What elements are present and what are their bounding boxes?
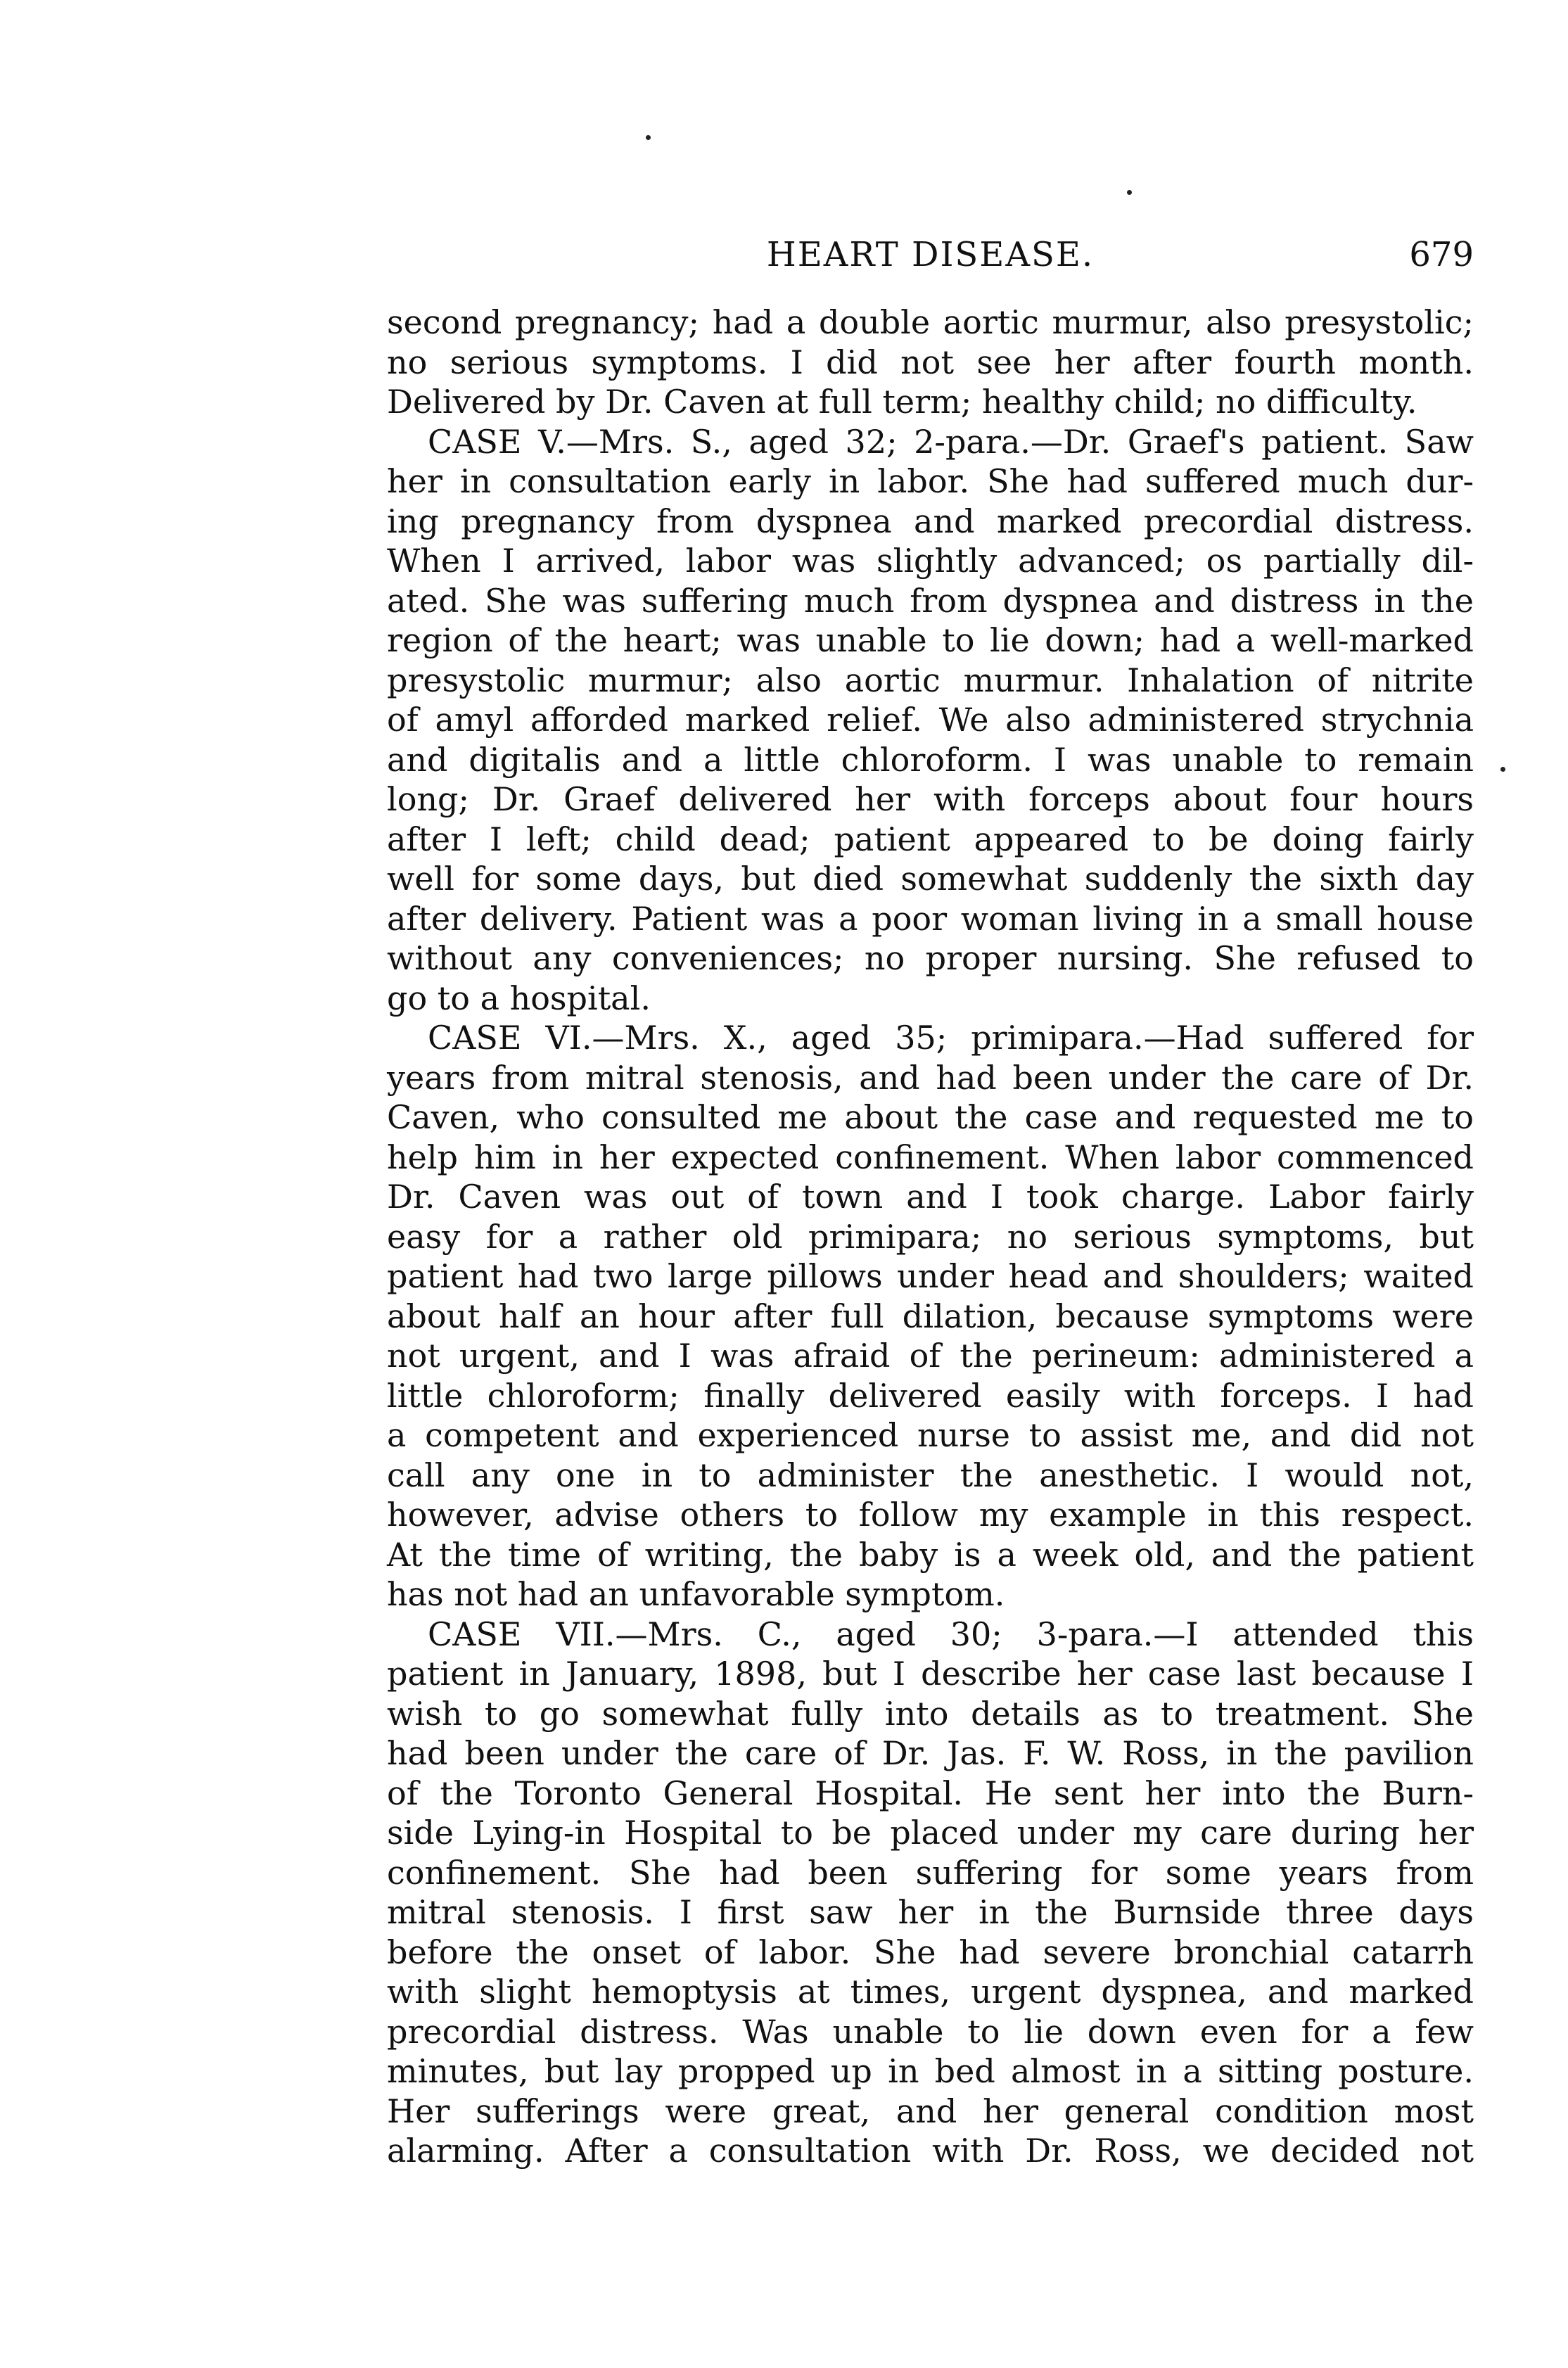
text-line: long; Dr. Graef delivered her with forceps about four hours	[387, 780, 1474, 818]
text-line: ing pregnancy from dyspnea and marked precordial distress.	[387, 502, 1474, 540]
text-line: before the onset of labor. She had severe bronchial catarrh	[387, 1933, 1474, 1971]
text-line: ated. She was suffering much from dyspnea and distress in the	[387, 581, 1474, 620]
text-line: about half an hour after full dilation, because symptoms were	[387, 1297, 1474, 1335]
page-header	[387, 227, 1474, 283]
text-line: not urgent, and I was afraid of the perineum: administered a	[387, 1337, 1474, 1375]
case-heading-line: CASE VI.—Mrs. X., aged 35; primipara.—Had suffered for	[428, 1019, 1474, 1057]
page-number: 679	[1409, 235, 1474, 274]
text-line: go to a hospital.	[387, 979, 651, 1017]
text-line: When I arrived, labor was slightly advanced; os partially dil-	[387, 542, 1474, 580]
text-line: little chloroform; finally delivered easily with forceps. I had	[387, 1376, 1474, 1415]
text-line: minutes, but lay propped up in bed almost in a sitting posture.	[387, 2052, 1474, 2090]
text-line: had been under the care of Dr. Jas. F. W. Ross, in the pavilion	[387, 1734, 1474, 1772]
text-line: alarming. After a consultation with Dr. Ross, we decided not	[387, 2132, 1474, 2170]
text-line: with slight hemoptysis at times, urgent dyspnea, and marked	[387, 1973, 1474, 2011]
text-line: Dr. Caven was out of town and I took charge. Labor fairly	[387, 1178, 1474, 1216]
text-line: confinement. She had been suffering for some years from	[387, 1853, 1474, 1892]
text-line: after I left; child dead; patient appeared to be doing fairly	[387, 820, 1474, 858]
text-line: however, advise others to follow my example in this respect.	[387, 1496, 1474, 1534]
text-line: side Lying-in Hospital to be placed under my care during her	[387, 1814, 1474, 1852]
text-line: call any one in to administer the anesthetic. I would not,	[387, 1456, 1474, 1494]
text-line: patient had two large pillows under head and shoulders; waited	[387, 1257, 1474, 1295]
text-line: of the Toronto General Hospital. He sent her into the Burn-	[387, 1774, 1474, 1812]
body-text	[387, 303, 1474, 2171]
text-line: Her sufferings were great, and her general condition most	[387, 2092, 1474, 2130]
text-line: At the time of writing, the baby is a week old, and the patient	[387, 1535, 1474, 1574]
text-line: mitral stenosis. I first saw her in the Burnside three days	[387, 1893, 1474, 1931]
text-line: precordial distress. Was unable to lie down even for a few	[387, 2012, 1474, 2051]
text-line: no serious symptoms. I did not see her after fourth month.	[387, 343, 1474, 381]
case-heading-line: CASE V.—Mrs. S., aged 32; 2-para.—Dr. Graef's patient. Saw	[428, 422, 1474, 461]
text-line: has not had an unfavorable symptom.	[387, 1575, 1005, 1613]
text-line: without any conveniences; no proper nursing. She refused to	[387, 939, 1474, 977]
text-line: of amyl afforded marked relief. We also administered strychnia	[387, 701, 1474, 739]
scan-speck	[646, 135, 651, 140]
text-line: wish to go somewhat fully into details as to treatment. She	[387, 1694, 1474, 1733]
text-line: Caven, who consulted me about the case and requested me to	[387, 1098, 1474, 1136]
text-line: easy for a rather old primipara; no serious symptoms, but	[387, 1217, 1474, 1256]
text-line: and digitalis and a little chloroform. I was unable to remain	[387, 740, 1474, 779]
text-line: her in consultation early in labor. She had suffered much dur-	[387, 462, 1474, 500]
text-line: presystolic murmur; also aortic murmur. Inhalation of nitrite	[387, 661, 1474, 699]
running-head: HEART DISEASE.	[766, 235, 1095, 274]
scan-speck	[1500, 767, 1505, 772]
text-line: years from mitral stenosis, and had been under the care of Dr.	[387, 1058, 1474, 1097]
text-line: second pregnancy; had a double aortic murmur, also presystolic;	[387, 303, 1474, 341]
text-line: region of the heart; was unable to lie down; had a well-marked	[387, 621, 1474, 659]
text-line: a competent and experienced nurse to assist me, and did not	[387, 1416, 1474, 1454]
text-line: help him in her expected confinement. When labor commenced	[387, 1138, 1474, 1176]
text-line: well for some days, but died somewhat suddenly the sixth day	[387, 860, 1474, 898]
text-line: Delivered by Dr. Caven at full term; healthy child; no difficulty.	[387, 383, 1417, 421]
text-line: after delivery. Patient was a poor woman living in a small house	[387, 899, 1474, 938]
text-line: patient in January, 1898, but I describe her case last because I	[387, 1655, 1474, 1693]
scan-speck	[1127, 190, 1132, 195]
case-heading-line: CASE VII.—Mrs. C., aged 30; 3-para.—I attended this	[428, 1615, 1474, 1653]
